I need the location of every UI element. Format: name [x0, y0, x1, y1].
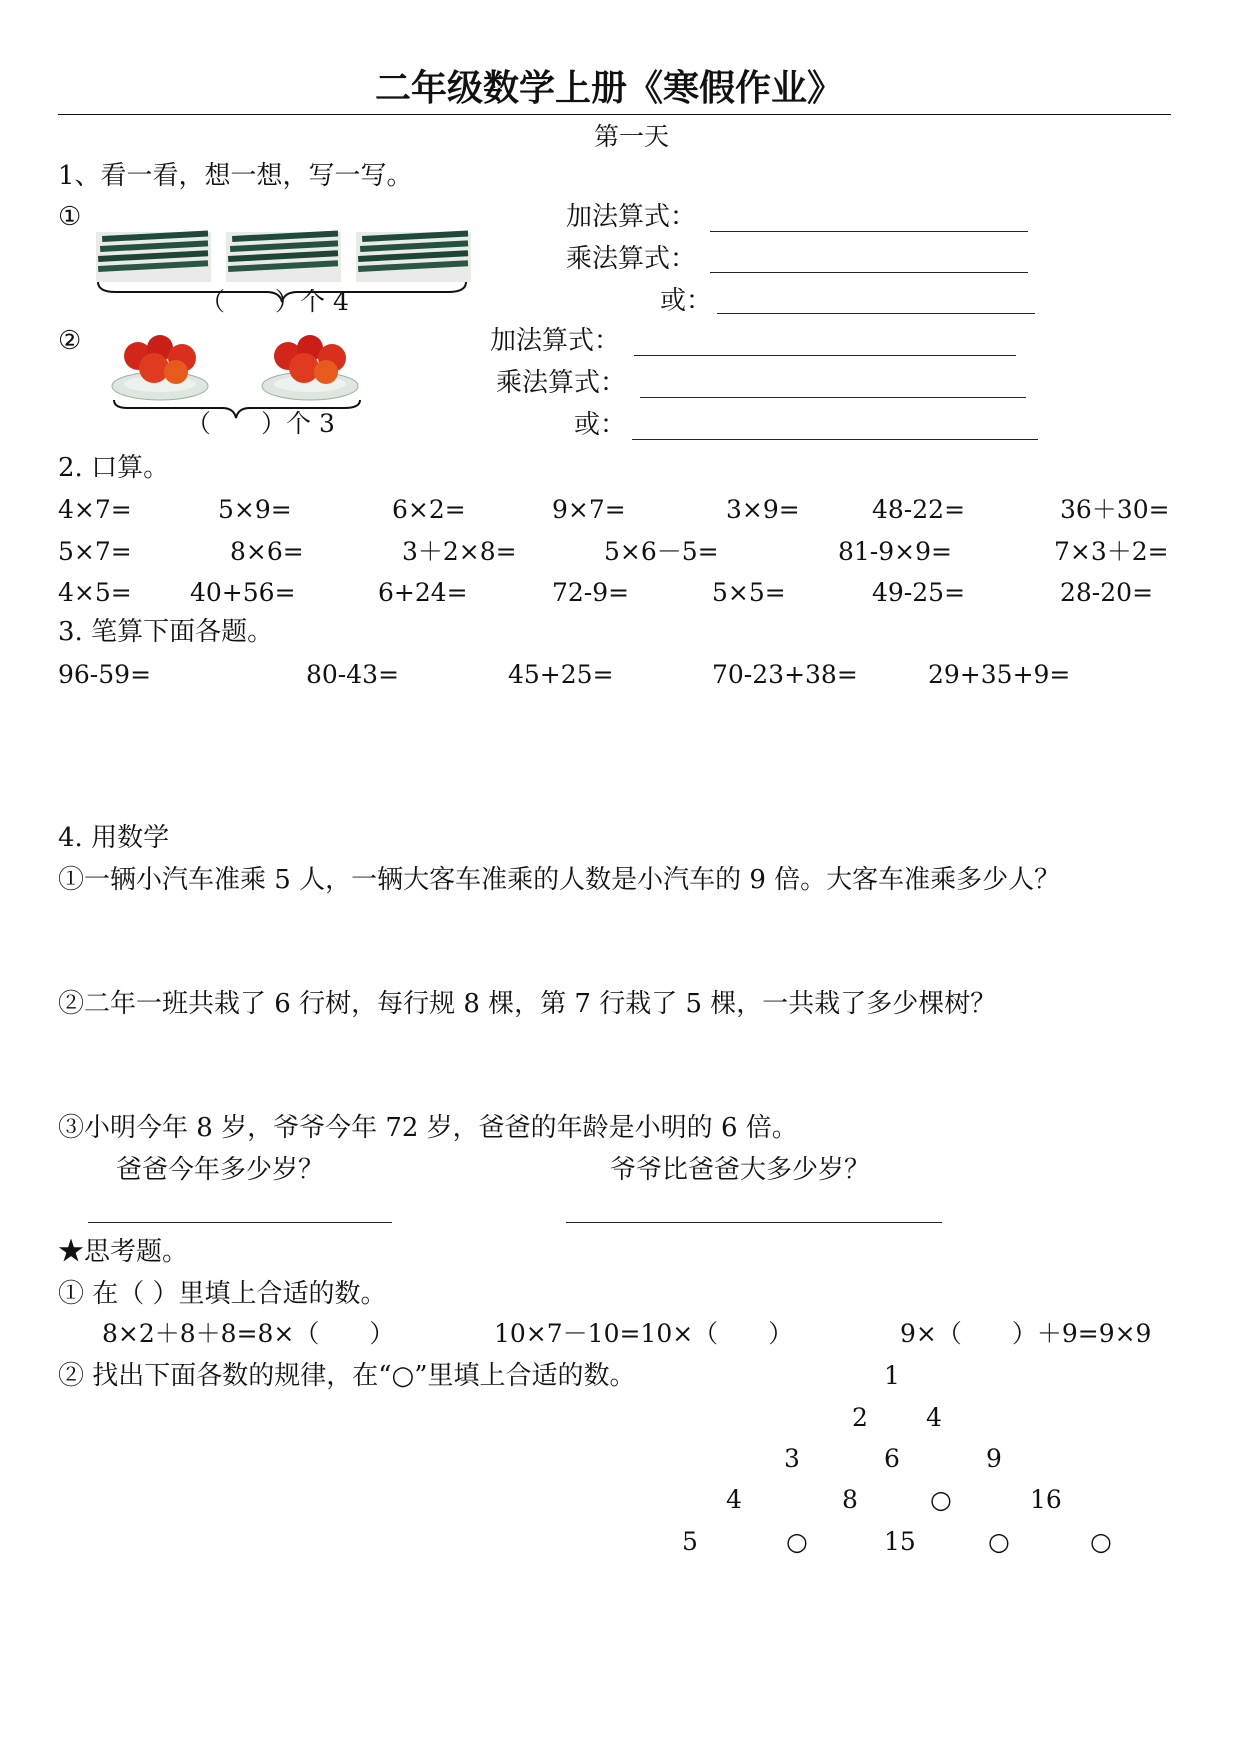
triangle-number: 8 [842, 1485, 858, 1514]
apple-plates-illustration [110, 330, 370, 406]
written-calc-item: 96-59= [58, 660, 152, 689]
oral-calc-item: 5×7= [58, 537, 132, 566]
triangle-blank-circle[interactable]: ○ [1090, 1527, 1112, 1556]
q4-problem-3-sub2: 爷爷比爸爸大多少岁？ [610, 1155, 871, 1185]
oral-calc-item: 40+56= [190, 578, 296, 607]
oral-calc-item: 3×9= [726, 495, 800, 524]
oral-calc-item: 5×5= [712, 578, 786, 607]
day-label: 第一天 [594, 122, 670, 151]
triangle-number: 2 [852, 1403, 868, 1432]
pencil-bundles-illustration [96, 228, 476, 286]
q4-problem-3: ③小明今年 8 岁，爷爷今年 72 岁，爸爸的年龄是小明的 6 倍。 [58, 1113, 798, 1143]
q1-item2-mul-label: 乘法算式： [496, 368, 627, 398]
triangle-number: 9 [986, 1444, 1002, 1473]
q1-item2-or-blank[interactable] [632, 439, 1038, 440]
oral-calc-item: 28-20= [1060, 578, 1154, 607]
q1-item2-add-blank[interactable] [634, 355, 1016, 356]
triangle-blank-circle[interactable]: ○ [786, 1527, 808, 1556]
written-calc-item: 29+35+9= [928, 660, 1071, 689]
triangle-blank-circle[interactable]: ○ [988, 1527, 1010, 1556]
oral-calc-item: 9×7= [552, 495, 626, 524]
q4-problem-2: ②二年一班共栽了 6 行树，每行规 8 棵，第 7 行栽了 5 棵，一共栽了多少棵树？ [58, 989, 997, 1019]
fill-blank-equation: 10×7－10=10×（ ） [494, 1319, 794, 1348]
pencil-bundle-icon [356, 230, 471, 282]
triangle-blank-circle[interactable]: ○ [930, 1485, 952, 1514]
oral-calc-item: 3＋2×8= [402, 537, 517, 566]
title-rule [58, 114, 1171, 115]
oral-calc-item: 81-9×9= [838, 537, 952, 566]
answer-blank-age-difference[interactable] [566, 1222, 942, 1223]
answer-blank-father-age[interactable] [88, 1222, 392, 1223]
q1-item2-bracket-text: （ ）个 3 [186, 409, 335, 438]
written-calc-item: 80-43= [306, 660, 400, 689]
think-item-1: ① 在（ ）里填上合适的数。 [58, 1279, 387, 1309]
triangle-number: 1 [884, 1361, 900, 1390]
pencil-bundle-icon [226, 230, 341, 282]
q4-problem-1: ①一辆小汽车准乘 5 人，一辆大客车准乘的人数是小汽车的 9 倍。大客车准乘多少人？ [58, 865, 1061, 895]
q1-item2-mul-blank[interactable] [640, 397, 1026, 398]
q1-item2-number: ② [58, 326, 82, 356]
oral-calc-item: 4×5= [58, 578, 132, 607]
oral-calc-item: 36＋30= [1060, 495, 1170, 524]
triangle-number: 3 [784, 1444, 800, 1473]
triangle-number: 6 [884, 1444, 900, 1473]
triangle-number: 15 [884, 1527, 916, 1556]
q1-item1-or-label: 或： [660, 286, 713, 316]
oral-calc-item: 5×6－5= [604, 537, 719, 566]
oral-calc-item: 8×6= [230, 537, 304, 566]
fill-blank-equation: 9×（ ）＋9=9×9 [900, 1319, 1152, 1348]
oral-calc-item: 4×7= [58, 495, 132, 524]
triangle-number: 16 [1030, 1485, 1062, 1514]
q1-item1-mul-label: 乘法算式： [566, 244, 697, 274]
oral-calc-item: 48-22= [872, 495, 966, 524]
page-title: 二年级数学上册《寒假作业》 [375, 67, 844, 109]
q2-heading: 2. 口算。 [58, 453, 170, 483]
q1-item2-or-label: 或： [574, 410, 627, 440]
oral-calc-item: 6×2= [392, 495, 466, 524]
fill-blank-equation: 8×2＋8＋8=8×（ ） [102, 1319, 395, 1348]
written-calc-item: 70-23+38= [712, 660, 858, 689]
q1-item2-add-label: 加法算式： [490, 326, 621, 356]
q4-heading: 4. 用数学 [58, 823, 170, 853]
triangle-number: 4 [726, 1485, 742, 1514]
q1-item1-mul-blank[interactable] [710, 272, 1028, 273]
oral-calc-item: 5×9= [218, 495, 292, 524]
triangle-number: 5 [682, 1527, 698, 1556]
oral-calc-item: 49-25= [872, 578, 966, 607]
pencil-bundle-icon [96, 230, 211, 282]
q1-heading: 1、看一看，想一想，写一写。 [58, 161, 413, 191]
apple-plate-icon [262, 335, 358, 400]
q1-item1-bracket-text: （ ）个 4 [200, 287, 349, 316]
q3-heading: 3. 笔算下面各题。 [58, 617, 274, 647]
q4-problem-3-sub1: 爸爸今年多少岁？ [116, 1155, 325, 1185]
triangle-number: 4 [926, 1403, 942, 1432]
q1-item1-add-label: 加法算式： [566, 202, 697, 232]
apple-plate-icon [112, 335, 208, 400]
oral-calc-item: 7×3＋2= [1054, 537, 1169, 566]
written-calc-item: 45+25= [508, 660, 614, 689]
think-item-2: ② 找出下面各数的规律，在“○”里填上合适的数。 [58, 1361, 636, 1391]
q1-item1-or-blank[interactable] [717, 313, 1035, 314]
oral-calc-item: 72-9= [552, 578, 630, 607]
q1-item1-add-blank[interactable] [710, 231, 1028, 232]
think-heading: ★思考题。 [58, 1237, 189, 1267]
oral-calc-item: 6+24= [378, 578, 468, 607]
q1-item1-number: ① [58, 202, 82, 232]
